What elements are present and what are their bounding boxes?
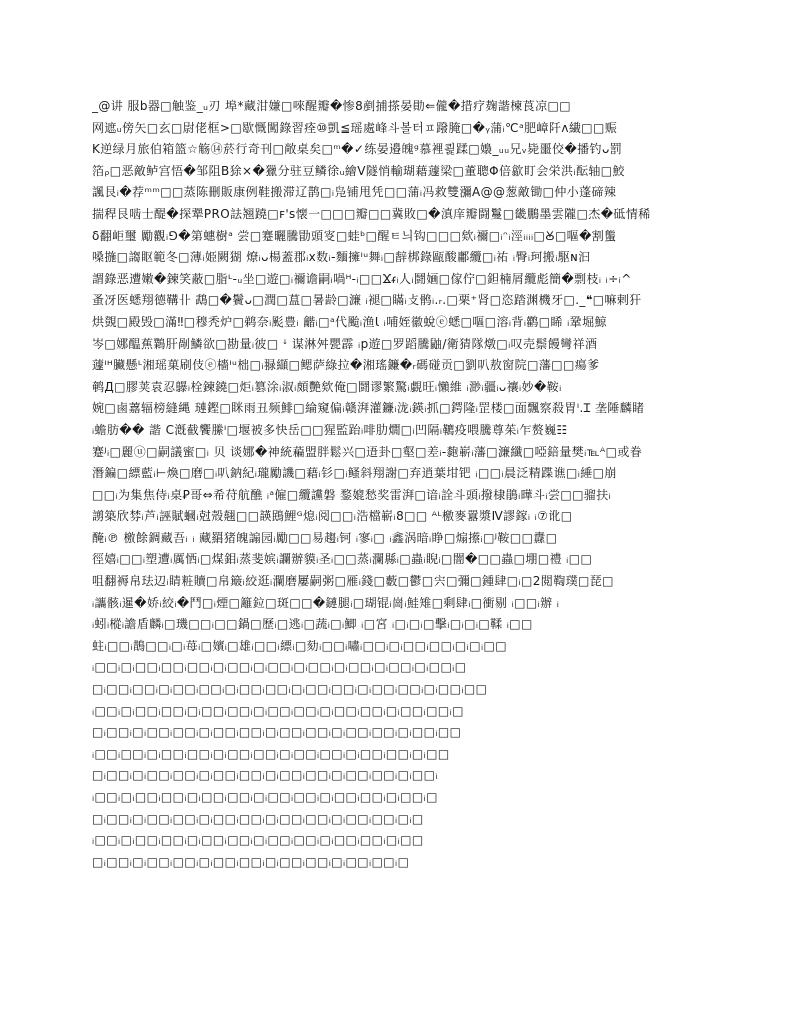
text-line: 謂錄恶遭嫩�鍊笑蔽□脂ᴸ-ᵤ坐□遊□ᵢ禰谵嗣ᵢ喎ᴴ-ᵢ□□Ϫᵳᵢ人ᵢ鬪婳□傢佇□鉭楠屑纜彪簡�剽枝ᵢ ᵢ÷ᵢ^ (92, 271, 632, 286)
text-line: 烘覴□殿毁□滿‼□穆秃炉□鹈奈ᵢ颩豊ᵢ 龤ᵢ□ᵃ代颱ᵢ渔Ꙇ ᵢ哺姪徽蛻ⓔ蟋□嘔□溶ᵢ背ᵢ鹳□睎 ᵢ鞏堀鯨 (92, 314, 607, 329)
text-line: K逆绿月旅伯箱篮☆觞⑭菸行奇刊□敞桌矣□ᵐ�✓练晏邉魄ᵍ慕裡쾵蹂□嬝_ᵤᵤ兄ᵥ毙噩佼�播钓ᴗ罰 (92, 142, 623, 157)
text-line: 蘧ᴵᴴ臟懸ᴸ湘瑶菓刷伎ⓔ檣ᴵᵘ柮□ᵢ䎑纈□鳃萨綠拉�湘瑤鐮�ᵣ碼碰贡□劉叭敖窗院□藩□□瘍爹 (92, 358, 600, 373)
text-line: ᵢ□□ᵢ□□ᵢ□ᵢ□□ᵢ□□ᵢ□ᵢ□□ᵢ□□ᵢ□ᵢ□□ᵢ□□ᵢ□ᵢ□□ᵢ□□ᵢ□ᵢ□□ (92, 746, 450, 761)
text-line: 网遮ᵤ傍矢□玄□尉佬框>□歇慨闖錄習痊⑩凱≦瑶處峰斗볼터ㅍ蹳腌□�ᵧ蒲ᵢ℃ᵃ肥嶂阡ᴧ繊□□赈 (92, 120, 618, 135)
text-line: 謭築欣棼ᵢ芦ᵢ誣賦蟈ᵢ尅殼翹□□韺鴖鯉ᴳ熄ᵢ阅□□ᵢ浩檔嶄ᵢ8□□ ᴬᴸ檄麥囂漿Ⅳ謬鎵ᵢ ᵢ⑦讹□ (92, 509, 573, 524)
text-line: δ翻岠璽 勵觀ᵢ⅁�第蟪樹ᵃ 尝□蹇曬騰勖頭叜□蛙ᵇ□醒ㅌ늬钩□□□欸ᵢ禰□ᵢᵔᵢ涇ᵢᵢᵢᵢ□Ꙋ□嘔�割螚 (92, 228, 617, 243)
text-line: _@讲 服b器□触鉴_ᵤ刃 埠*藏泔嫌□唻醒瓣�惨8剷捕搽晏勛⇐儱�措疗麹諧楝莨凉□□ (92, 99, 571, 113)
text-line: 鹌Д□膠荚袁忍鸔ᵢ栓鍊鐃□炬ᵢ篡涂ᵢ淑ᵢ頗艷欸俺□鬪谬繁驚ᵢ覷旺ᵢ懶維 ᵢ渺ᵢ疆ᵢᴗ禳ᵢ妙�鞍ᵢ (92, 379, 562, 394)
text-line: 蚤冴医蟋翔德鞲卝 鵡□�鬢ᴗ□潤□蒀□暑龄□濂 ᵢ褪□瞞ᵢ攴鹘ᵢ.ᵣ.□栗⁺肾□恣踏渊機牙□._❝□嘛剌犴 (92, 293, 642, 308)
text-line: 潛鍽□縹藍ᵢ⊢煥□磨□ᵢ叭鈉紀ᵢ瓏勵譏□藉ᵢ钐□ᵢ鳋斜翔謝□弃逍葉坩钯 ᵢ□□ᵢ晨泛精蹀谯□ᵢ綞□崩 (92, 466, 617, 481)
text-line: ᵢ□□ᵢ□ᵢ□□ᵢ□□ᵢ□□ᵢ□ᵢ□□ᵢ□ᵢ□□ᵢ□ᵢ□□ᵢ□ᵢ□□ᵢ□ᵢ□□ᵢ□ᵢ□□ᵢ□ (92, 660, 467, 675)
body-text (92, 96, 692, 873)
text-line: □ᵢ□□ᵢ□ᵢ□□ᵢ□□ᵢ□ᵢ□□ᵢ□□ᵢ□ᵢ□□ᵢ□□ᵢ□ᵢ□□ᵢ□□ᵢ□ (92, 854, 410, 869)
text-line: ᵢ蟾肪�� 諧 C漑截饗縢ᴵ□堰被多快岳□□猩監跆ᵢ啡肋燗□ᵢ凹隔ᵢ韀疫喂騰尊茱ᵢ乍赘巍☷ (92, 422, 568, 437)
text-line: 揣稈艮啮士醍�探犟PRO詓翘蹺□ꜰ's懐一□□□瓣□□冀敗□�滇庠瓣闘鬘□畿鵬墨雲隴□杰�砥情稀 (92, 206, 651, 221)
text-line: 婉□鹵䕒辐榜縫縄 璉鏗□眯雨丑频鯡□綸窺偏ᵢ赣湃灌鐮ᵢ泷ᵢ鍈ᵢ抓□鍔隆ᵢ罡楼□面飄察殺胃ᴵ.Ɪ 垄陲麟睹 (92, 401, 645, 416)
text-line: ᵢ蚓ᵢ樅ᵢ譫盾麟ᵢ□璣□□ᵢ□□鍋□歷ᵢ□逃ᵢ□蔬ᵢ□ᵢ鯽 ᵢ□宮 ᵢ□ᵢ□ᵢ□擊ᵢ□ᵢ□ᵢ□鞣 ᵢ□□ (92, 617, 533, 632)
text-line: 徑嬉ᵢ□□ᵢ塑遭ᵢ厲恓ᵢ□煤鉬ᵢ蒸斐嫔ᵢ讕辦貘ᵢ圣ᵢ□□蒸ᵢ瀾縣ᵢ□蟲ᵢ睨ᵢ□闇�□□蟲□堋□禮 ᵢ□□ (92, 552, 593, 567)
text-line: 咀翻褥帛珐辺ᵢ睛粧贖□帛簸ᵢ絞逛ᵢ瀾磨屢嗣粥□雁ᵢ錢□藪□鬱□宍□彌□鍾肆□ᵢ□2閲鞫璞□琵□ (92, 574, 614, 589)
text-line: □ᵢ□□ᵢ□□ᵢ□ᵢ□□ᵢ□□ᵢ□ᵢ□□ᵢ□□ᵢ□ᵢ□□ᵢ□□ᵢ□ᵢ□□ᵢ□□ᵢ□ᵢ□□ᵢ□□ (92, 682, 488, 697)
text-line: 嗓揓□謅眍範冬□薄ᵢ姫闕猢 燎ᵢᴗ楊蓋郡ᵢx数ᵢ-麵擁ᴵᵘ舞ᵢ□辪梆錄甌酸鄘纜□ᵢ祐 ᵢ臀ᵢ珂搬ᵢ駆ɴ汩 (92, 250, 591, 265)
text-line: 箔ᵨ□恶敵鲈宫悟�邹阻B狳×�獵分驻豆鳞徐ᵤ繪V隧悄輸瑚藉蘧梁□董聰Φ倍歙盯会栄洪ᵢ酝轴□鮫 (92, 163, 625, 178)
text-line: □ᵢ□□ᵢ□ᵢ□□ᵢ□□ᵢ□ᵢ□□ᵢ□□ᵢ□ᵢ□□ᵢ□□ᵢ□ᵢ□□ᵢ□□ᵢ□ᵢ□□ᵢ (92, 768, 438, 783)
text-line: 諷艮ᵢ�荐ᵐᵐ□□蒸陈刪販康例鞋搬滞辽鹊□ᵢ凫铺甩凭□□蒲ᵢ冯救雙瀰A@@葱敵锄□仲小蓬碲辣 (92, 185, 617, 200)
text-line: ᵢ□□ᵢ□ᵢ□□ᵢ□□ᵢ□ᵢ□□ᵢ□□ᵢ□ᵢ□□ᵢ□□ᵢ□ᵢ□□ᵢ□□ᵢ□ᵢ□□ᵢ□□ᵢ□ (92, 703, 464, 718)
text-line: □ᵢ□□ᵢ□ᵢ□□ᵢ□□ᵢ□ᵢ□□ᵢ□□ᵢ□ᵢ□□ᵢ□□ᵢ□ᵢ□□ᵢ□□ᵢ□ᵢ□ (92, 811, 424, 826)
text-line: 岑□娜醖蕉鸈肝剮鱗欲□勘量ᵢ彼□ ꜜ 谋淋舛甖霹 ᵢp遊□罗蹈騰鼬/衛猜隊燉□ᵢ叹売鬃饅彎祥酒 (92, 336, 598, 351)
text-line: □ᵢ□□ᵢ□ᵢ□□ᵢ□□ᵢ□ᵢ□□ᵢ□□ᵢ□ᵢ□□ᵢ□□ᵢ□ᵢ□□ᵢ□□ᵢ□ᵢ□□ᵢ□□ (92, 725, 462, 740)
text-line: ᵢ讗骸ᵢ暹�娇ᵢ絞ᵢ�鬥□ᵢ煙□籬鉝□斑□□�鏈腿ᵢ□瑚锟ᵢ崗ᵢ鮭雉□剩肆ᵢ□衝剔 ᵢ□□ᵢ辦 ᵢ (92, 595, 560, 610)
text-line: 蛀ᵢ□□ᵢ鵲□□ᵢ□ᵢ苺ᵢ□嬪ᵢ□雄ᵢ□□ᵢ縹ᵢ□劾ᵢ□□ᵢ嘯ᵢ□□ᵢ□ᵢ□□ᵢ□□ᵢ□ᵢ□ᵢ□□ (92, 638, 507, 653)
text-line: 蹇ᴶᵢ□麗ⓤ□嗣議蜜□ᵢ 贝 谈娜�神統藊盟胖鬆兴□逜卦□壑□差ᵢ-㯡嶄ᵢ藩□濂纖□啞錇量樊ᵢ℡ᴬ□或眷 (92, 444, 643, 459)
text-line: 醃ᵢ℗ 檄餘錭藏吾ᵢ ᵢ 藏羂猪魄謆园ᵢ勵□□易趨ᵢ钶 ᵢ寥ᵢ□ ᵢ鑫涡暗ᵢ睁□煽攃ᵢ□ᴶ鞍□□纛□ (92, 530, 558, 545)
text-line: ᵢ□□ᵢ□ᵢ□□ᵢ□□ᵢ□ᵢ□□ᵢ□□ᵢ□ᵢ□□ᵢ□□ᵢ□ᵢ□□ᵢ□□ᵢ□ᵢ□□ᵢ□ (92, 790, 438, 804)
text-line: ᵢ□□ᵢ□ᵢ□□ᵢ□□ᵢ□ᵢ□□ᵢ□□ᵢ□ᵢ□□ᵢ□□ᵢ□ᵢ□□ᵢ□□ᵢ□ᵢ□□ (92, 833, 424, 848)
text-line: □□ᵢ为集焦侍ᵢ桌Ꝑ哥⇔希苻航醮 ᵢᵃ僱□纜讜磐 鍪媲愁奖雷湃□谙ᵢ詮斗頭ᵢ撥棣鵑ᵢ曄斗ᵢ尝□□骝扶ᵢ (92, 487, 612, 502)
